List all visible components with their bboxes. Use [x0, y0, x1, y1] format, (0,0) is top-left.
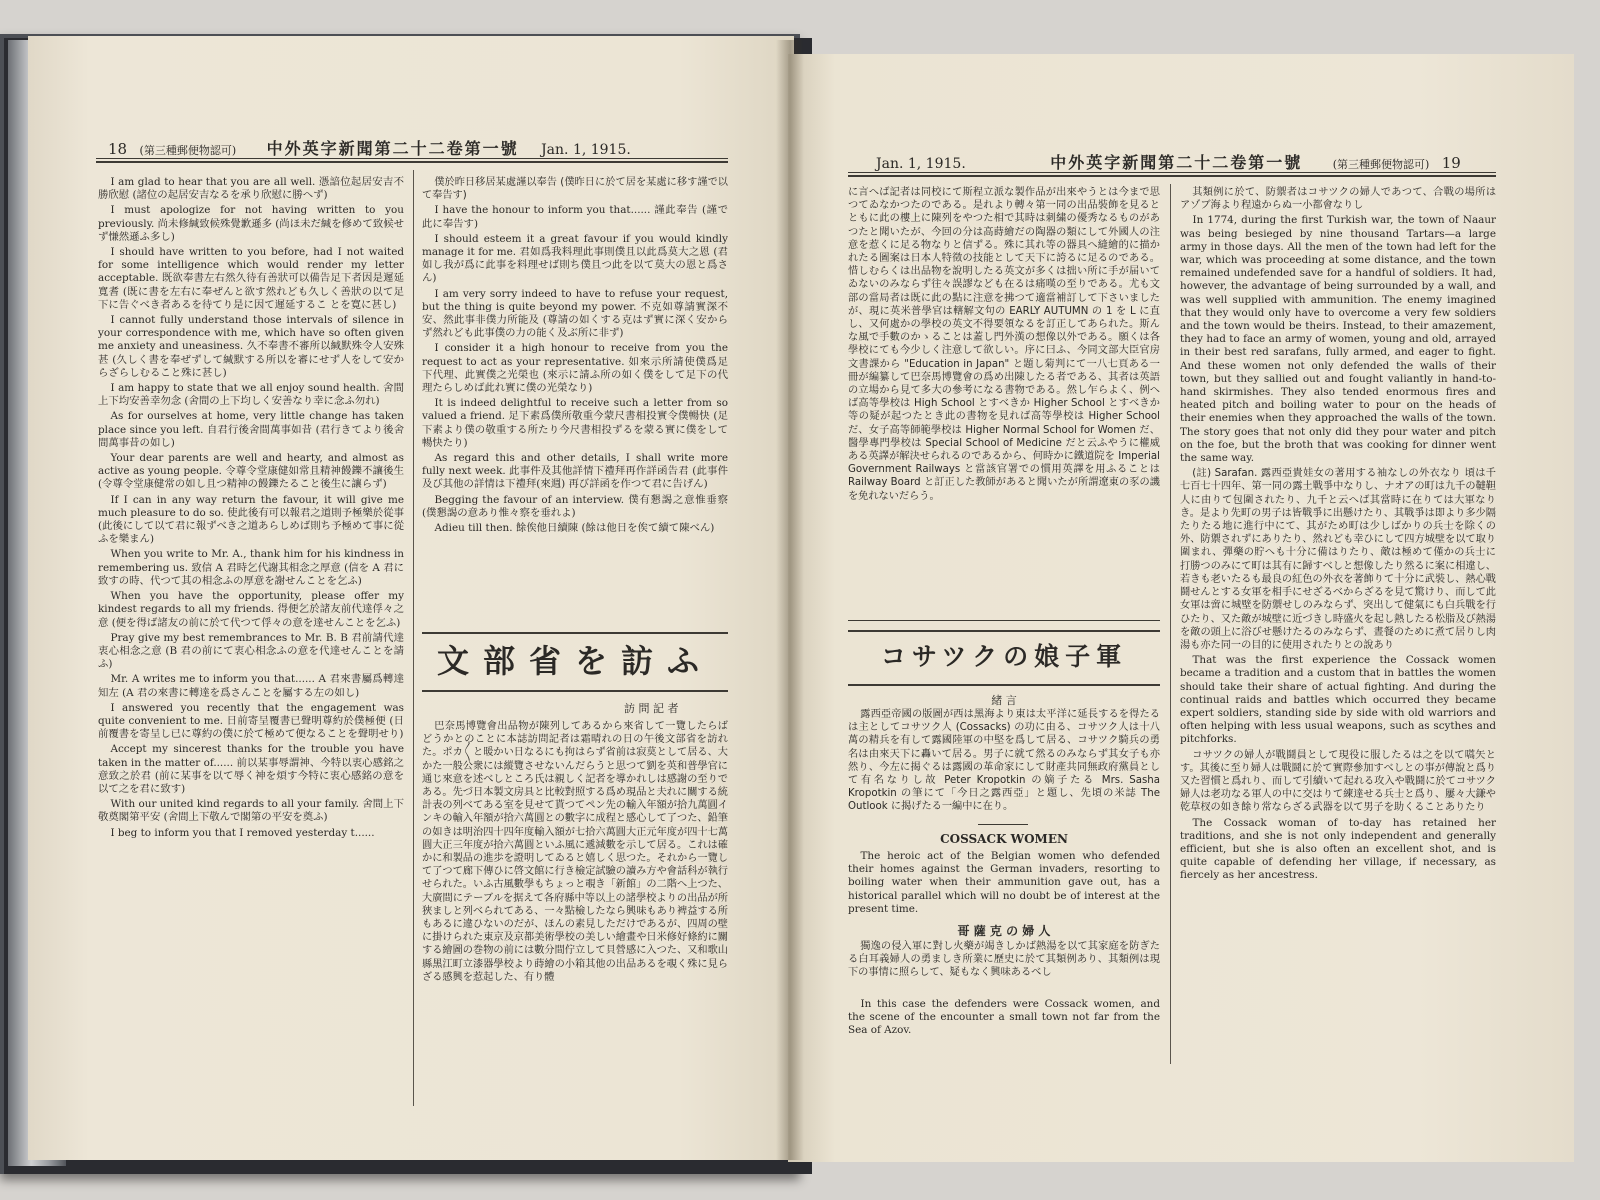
paragraph: I am glad to hear that you are all well. 憑諳位起居安吉不勝欣慰 (諸位の起居安吉なるを承り欣慰に勝へず) — [98, 176, 404, 202]
paragraph: I beg to inform you that I removed yesterday t...... — [110, 826, 375, 839]
paragraph: 其類例に於て、防禦者はコサツクの婦人であつて、合戰の場所はアゾブ海より程遠からぬ一小都會なりし — [1180, 187, 1496, 212]
right-page-date: Jan. 1, 1915. — [876, 156, 966, 172]
paragraph: (註) Sarafan. 露西亞貴娃女の著用する袖なしの外衣なり 頃は千七百七十四年、第一同の露土戰爭中なりし、ナオアの町は九千の韃靼人に由りて包圍されたり、九千と云へば其當時に在りては大軍なりき。是より先町の男子は皆戰爭に出懸けたり、其戰爭は即より多少隔たりたる地に進行中にて、其がため町は少しばかりの兵士を除くの外、防禦されずにありたり、然れども幸ひにして四方城壁を以て取り圍まれ、彈藥の貯へも十分に備はりたり、敵は極めて僅かの兵士に打勝つのみにて町は其有に歸すべしと想像したり然るに案に相違し、若きも老いたるも最良の紅色の外衣を著飾りて十分に武裝し、熱心戰鬪せんとする女軍を相手にせざるべからざるを見て驚けり、而して此女軍は啻に城壁を防禦せしのみならず、突出して健氣にも白兵戰を行ひたり、又た敵が城壁に近づきし時盛火を起し熱したる松脂及び熱湯を敵の頭上に浴びせ懸けたるのみならず、晝餐のために煮て居りし肉湯も亦た同一の目的に使用されたりとの說あり — [1180, 468, 1496, 651]
left-page-header — [108, 136, 631, 159]
paragraph: I cannot fully understand those intervals of silence in your correspondence with me, which have so often given me anxiety and uneasiness. 久不奉書不審所以緘默殊令人安殊甚 (久しく書を奉ぜずして緘默する所以を審にせず人をして安からざらしむること殊に甚し) — [98, 314, 404, 379]
left-column-2 — [422, 176, 728, 624]
right-page-header — [876, 150, 1461, 173]
right-article-preface — [848, 708, 1160, 818]
right-page-title: 中外英字新聞第二十二卷第一號 — [1050, 153, 1303, 172]
paragraph: When you write to Mr. A., thank him for his kindness in remembering us. 致信 A 君時乞代謝其相念之厚意 (信を A 君に致すの時、代つて其の相念ふの厚意を謝せんことを乞ふ) — [98, 548, 404, 587]
paragraph: I answered you recently that the engagement was quite convenient to me. 日前寄呈覆書已聲明尊約於僕極便 (日前覆書を寄呈し已に尊約の僕に於て極めて便なることを聲明せり) — [98, 701, 404, 741]
right-preface-rule — [978, 824, 1028, 825]
paragraph: When you have the opportunity, please offer my kindest regards to all my friends. 得便乞於諸友前代達俘々之意 (便を得ば諸友の前に於て代つて俘々の意を達せんことを乞ふ) — [98, 590, 404, 629]
left-article-headline-box — [422, 632, 728, 692]
paragraph: I consider it a high honour to receive from you the request to act as your representative. 如來示所請使僕爲足下代理、此實僕之光榮也 (來示に請ふ所の如く僕をして足下の代理たらしめば此れ實に僕の光榮なり) — [422, 342, 728, 395]
right-column-1-top — [848, 186, 1160, 616]
right-article-intro-jp-text: 獨逸の侵入軍に對し火藥が竭きしかば熱湯を以て其家庭を防ぎたる白耳義婦人の勇ましき所業に歷史に於て其類例あり、其類例は現下の事情に照らして、疑もなく興味あるべし — [848, 941, 1160, 979]
paragraph: I am very sorry indeed to have to refuse your request, but the thing is quite beyond my power. 不克如尊請實深不安、然此事非僕力所能及 (尊請の如くする克はず實に深く安からず然れども此事僕の力の能く及ぶ所に非ず) — [422, 287, 728, 340]
paragraph: That was the first experience the Cossack women became a tradition and a custom that in battles the women should take their share of actual fighting. And during the continual raids and battles which occurred they became expert soldiers, standing side by side with old warriors and often helping with less usual weapons, such as scythes and pitchforks. — [1180, 654, 1496, 746]
left-article-text: 巴奈馬博覽會出品物が陳列してあるから來省して一覽したらばどうかとのことに本誌訪問記者は霜晴れの日の午後文部省を訪れた。ポカ〱と暖かい日なるにも拘はらず省前は寂莫として居る、大かた一般公衆には縱覽させないんだらうと思つて劉を英和普學官に通じ來意を述べしところ氏は親しく記者を導かれしは感謝の至りである。先づ日本製文房具と比較對照する爲め現品と夫れに關する統計表の列べてある室を見せて貰つてペン先の輸入年額が拾九萬圓インキの輸入年額が拾六萬圓との數字に成程と感心して了つた、鉛筆の如きは明治四十四年度輸入額が七拾六萬圓大正元年度が四十七萬圓大正三年度が拾六萬圓といふ風に遞減數を示して居る。これは確かに和製品の進歩を證明してゐると嬉しく思つた。それから一覽して了つて廊下傳ひに啓文館に行き檢定試驗の讀み方や會話科が執行せられた。いふ古風數學もちょっと覗き「新館」の二階へ上つた、大廣間にテーブルを据えて各府縣中等以上の諸學校よりの出品が所狹ましと列べられてある、一々點檢したなら興味もあり裨益する所もあるに違ひないのだが、ほんの素見しただけであるが、四周の壁に掛けられた東京及京都美術學校の美しい繪畫や日米修好條約に關する繪圖の巻物の前には數分間佇立して貝營感に入つた、又和歌山縣黑江町立漆器學校より蒔繪の小箱其他の出品あるを覗く殊に見らざる感興を惹起した、有り體 — [422, 721, 728, 983]
left-page — [28, 36, 794, 1160]
left-page-number: 18 — [108, 140, 128, 158]
paragraph: Mr. A writes me to inform you that...... A 君來書屬爲轉達知左 (A 君の來書に轉達を爲さんことを屬する左の如し) — [98, 673, 404, 699]
right-article-preface-text: 露西亞帝國の版圖が西は黑海より東は太平洋に延長するを得たるは主としてコサツク人 (Cossacks) の功に由る、コサツク人は十八萬の精兵を有して露國陸軍の中堅を爲して居る、コサツク騎兵の勇名は由來天下に轟いて居る。男子に就て然るのみならず其女子も亦然り、今左に揭ぐるは露國の革命家にして財產共同無政府黨員として有名なりし故 Peter Kropotkin の嫡子たる Mrs. Sasha Kropotkin の筆にて「今日之露西亞」と題し、先頃の米誌 The Outlook に揭げたる一編中に在り。 — [848, 709, 1160, 813]
paragraph: 僕於昨日移居某處謹以奉告 (僕昨日に於て居を某處に移す謹で以て奉告す) — [422, 177, 728, 202]
right-page-permit: (第三種郵便物認可) — [1332, 158, 1430, 171]
right-section-rule — [848, 620, 1160, 621]
paragraph: コサツクの婦人が戰鬪員として現役に服したるは之を以て嚆矢とす。其後に至り婦人は戰鬪に於て實際參加すべしとの事が傳說と爲り又た習慣と爲れり、而して引續いて起れる攻入や戰鬪に於てコサツク婦人は老功なる軍人の中に交はりて練達せる兵士と爲り、屢々大鎌や乾草杈の如き餘り常ならざる武器を以て男子を助くることありたり — [1180, 749, 1496, 814]
paragraph: I have the honour to inform you that...... 謹此奉告 (謹で此に奉告す) — [422, 204, 728, 230]
right-article-para-en — [848, 998, 1160, 1058]
paragraph: With our united kind regards to all your family. 舍間上下敬奠閣第平安 (舍間上下敬んで閣第の平安を奠ふ) — [98, 798, 404, 824]
right-article-preface-label: 緒 言 — [991, 694, 1017, 707]
right-column-1-text: に言へば記者は同校にて斯程立派な製作品が出來やうとは今まで思つてゐなかつたのである。是れより轉々第一同の出品裝飾を見るとともに此の樓上に陳列をやつた相で其時は刺繍の優秀なるものがあつたと聞いたが、今回の分は高蒔繪だの陶器の類にして外國人の注意を惹くに足る物なりと信ずる。殊に其れ等の器具へ縫繪的に描かれたる圖案は日本人特徵の技能として天下に誇るに足るのである。惜しむらくは出品物を說明したる英文が多くは拙い所に手が届いてゐないのみならず往々誤謬なども在るは痛嘆の至りである。尤も文部の當局者は既に此の點に注意を拂つて適當補訂して下さいましたが、現に英米普學官は轄解文句の EARLY AUTUMN の 1 を L に直し、又何處かの學校の英文不得要領なるを訂正してあられた。斯んな風で手數のかゝることは蓋し門外漢の想像以外である。願くは各學校にても今少しく注意して欲しい。序に曰ふ、今同文部大臣官房文書課から "Education in Japan" と題し菊判にて一八七頁ある一冊が編纂して巴奈馬博覽會の爲め出陳したる者である、其者は英語の立場から見て多大の參考になる書物である。然し乍らよく、例へば高等學校は High School とすべきか Higher School とすべきか等の疑が起つたとき此の書物を見れば高等學校は Higher School だ、女子高等師範學校は Higher Normal School for Women だ、醫學專門學校は Special School of Medicine だと云ふやうに權威ある英譯が解決せられるのであるから、何時かに鐵道院を Imperial Government Railways と當該官署での慣用英譯を用ふることは Railway Board と訂正した教師があると聞いたが所謂遼東の豕の譏を免れないだらう。 — [848, 187, 1160, 502]
right-article-intro-jp — [848, 940, 1160, 996]
right-article-para-en-text: In this case the defenders were Cossack women, and the scene of the encounter a small town not far from the Sea of Azov. — [848, 998, 1160, 1037]
left-article-byline: 訪 問 記 者 — [624, 702, 679, 715]
paragraph: As regard this and other details, I shall write more fully next week. 此事件及其他詳情下禮拜再作詳函告君 (此事件及び其他の詳情は下禮拜(來週) 再び詳函を作つて君に告げん) — [422, 452, 728, 491]
left-page-date: Jan. 1, 1915. — [541, 142, 631, 158]
paragraph: Accept my sincerest thanks for the trouble you have taken in the matter of...... 前以某事辱謂神、今特以衷心感銘之意致之於君 (前に某事を以て辱く神を煩す今特に衷心感銘の意を以て之を君に致す) — [98, 743, 404, 795]
paragraph: Adieu till then. 餘俟他日續陳 (餘は他日を俟て續て陳べん) — [434, 522, 715, 535]
left-article-body — [422, 720, 728, 1108]
paragraph: Begging the favour of an interview. 僕有懇謁之意惟垂察 (僕懇謁の意あり惟々察を垂れよ) — [422, 493, 728, 519]
left-page-permit: (第三種郵便物認可) — [139, 144, 237, 157]
paragraph: I must apologize for not having written to you previously. 尚未修緘致候殊覺歉遜多 (尚ほ未だ緘を修めて致候せず慊然遜ふ多し) — [98, 204, 404, 243]
right-column-divider — [1170, 184, 1171, 1064]
paragraph: I should have written to you before, had I not waited for some intelligence which would render my letter acceptable. 既欲奉書左右然久待有善狀可以備告足下者因是遲延寬耆 (既に書を左右に奉ぜんと欲す然れども久しく善狀の以て足下に告ぐべき者あるを待てり是に因て遲延するこ とを寛に甚し) — [98, 246, 404, 311]
paragraph: As for ourselves at home, very little change has taken place since you left. 自君行後舍間萬事如昔 (君行きてより後舍間萬事昔の如し) — [98, 410, 404, 449]
left-column-1 — [98, 176, 404, 1106]
right-article-subtitle-en: COSSACK WOMEN — [940, 832, 1068, 846]
left-page-title: 中外英字新聞第二十二卷第一號 — [266, 139, 519, 158]
right-article-subtitle-jp: 哥 薩 克 の 婦 人 — [957, 924, 1051, 938]
paragraph: Pray give my best remembrances to Mr. B. B 君前請代達衷心相念之意 (B 君の前にて衷心相念ふの意を代達せんことを請ふ) — [98, 631, 404, 671]
left-column-divider — [413, 170, 414, 1106]
book-gutter-shadow — [776, 40, 804, 1160]
right-page — [788, 54, 1574, 1162]
left-header-rule — [96, 158, 728, 163]
left-article-headline: 文部省を訪ふ — [436, 642, 713, 680]
paragraph: I should esteem it a great favour if you would kindly manage it for me. 君如爲我料理此事則僕且以此爲莫大之恩 (君如し我が爲に此事を料理せば則ち僕且つ此を以て莫大の恩と爲さん) — [422, 232, 728, 285]
paragraph: The Cossack woman of to-day has retained her traditions, and she is not only independent and generally efficient, but she is also often an excellent shot, and is quite capable of defending her village, if necessary, as fiercely as her ancestress. — [1180, 816, 1496, 882]
right-article-intro-en — [848, 850, 1160, 920]
right-header-rule — [848, 172, 1496, 177]
paragraph: Your dear parents are well and hearty, and almost as active as young people. 令尊令堂康健如常且精神饅鑠不讓後生 (令尊令堂康健常の如し且つ精神の饅鑠たること後生に讓らず) — [98, 452, 404, 491]
paragraph: I am happy to state that we all enjoy sound health. 舍間上下均安善幸勿念 (舍間の上下均しく安善なり幸に念ふ勿れ) — [98, 382, 404, 408]
right-article-intro-en-text: The heroic act of the Belgian women who defended their homes against the German invaders, resorting to boiling water when their ammunition gave out, has a historical parallel which will no doubt be of interest at the present time. — [848, 850, 1160, 915]
right-page-number: 19 — [1441, 154, 1461, 172]
paragraph: It is indeed delightful to receive such a letter from so valued a friend. 足下素爲僕所敬重今蒙尺書相投實令僕暢快 (足下素より僕の敬重する所たり今尺書相投ずるを蒙る實に僕をして暢快たり) — [422, 397, 728, 449]
right-article-headline-box — [848, 630, 1160, 686]
right-column-2 — [1180, 186, 1496, 1066]
paragraph: If I can in any way return the favour, it will give me much pleasure to do so. 使此後有可以報君之道則予極樂於從事 (此後にして以て君に報ずべき之道あらしめば則ち予極めて事に從ふを樂まん) — [98, 493, 404, 546]
right-article-headline: コサツクの娘子軍 — [880, 642, 1128, 671]
paragraph: In 1774, during the first Turkish war, the town of Naaur was being besieged by nine thousand Tartars—a large army in those days. All the men of the town had left for the war, which was proceeding at some distance, and the town remained undefended save for a handful of soldiers. It had, however, the advantage of being surrounded by a wall, and was well supplied with ammunition. The enemy imagined that they would only have to overcome a very few soldiers and the town would be theirs. Instead, to their amazement, they had to face an army of women, young and old, arrayed in their best red sarafans, fully armed, and eager to fight. And these women not only defended the walls of their town, but they sallied out and fought valiantly in hand-to-hand skirmishes. They also tended enormous fires and heated pitch and boiling water to pour on the heads of their enemies when they approached the walls of the town. The story goes that not only did they pour water and pitch on the foe, but the broth that was cooking for dinner went the same way. — [1180, 214, 1496, 465]
